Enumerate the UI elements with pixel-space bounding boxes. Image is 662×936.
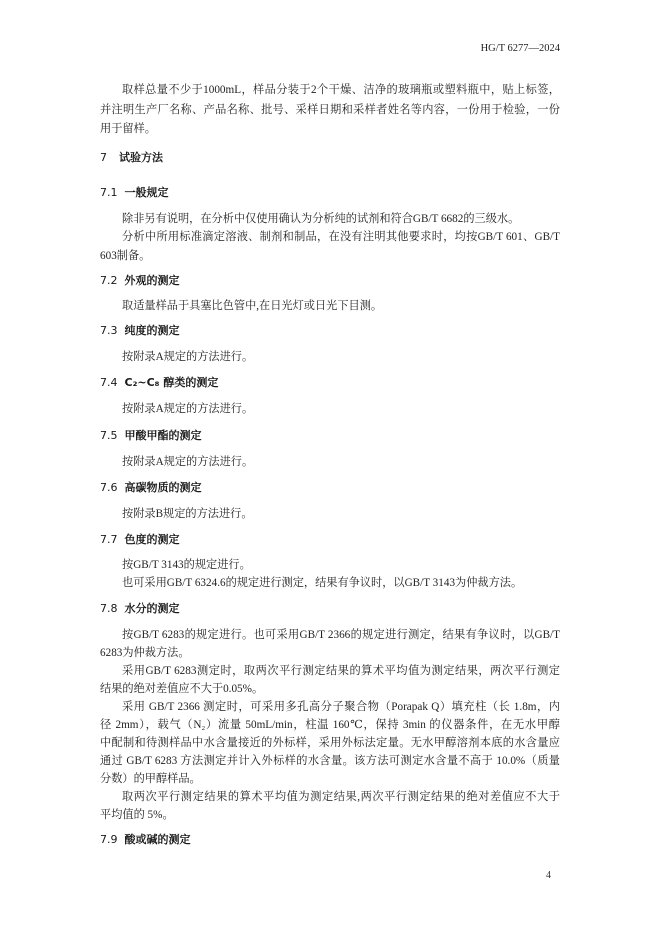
- section-heading-7-9: [100, 831, 191, 849]
- section-title: 高碳物质的测定: [124, 481, 202, 494]
- section-title: 水分的测定: [124, 602, 180, 615]
- section-number: 7.6: [100, 481, 118, 494]
- body-line: 取适量样品于具塞比色管中,在日光灯或日光下目测。: [122, 300, 383, 312]
- section-title: 酸或碱的测定: [124, 833, 191, 846]
- section-heading-7-2: [100, 272, 180, 290]
- section-title: 试验方法: [119, 151, 163, 164]
- section-number: 7.9: [100, 833, 118, 846]
- section-heading-7-3: [100, 322, 180, 340]
- section-heading-7-6: [100, 479, 202, 497]
- body-line: 603制备。: [100, 250, 151, 262]
- section-heading-7-7: [100, 531, 180, 549]
- section-title: 色度的测定: [124, 533, 180, 546]
- intro-line: 并注明生产厂名称、产品名称、批号、采样日期和采样者姓名等内容，一份用于检验，一份: [100, 104, 560, 116]
- body-line: 6283为仲裁方法。: [100, 647, 190, 659]
- section-title: 外观的测定: [124, 274, 180, 287]
- section-heading-7: [100, 149, 163, 167]
- section-heading-7-5: [100, 427, 202, 445]
- body-line: 中配制和待测样品中水含量接近的外标样，采用外标法定量。无水甲醇溶剂本底的水含量应: [100, 737, 560, 749]
- section-number: 7.3: [100, 324, 118, 337]
- section-number: 7.2: [100, 274, 118, 287]
- body-line: 分数）的甲醇样品。: [100, 773, 201, 785]
- section-heading-7-4: [100, 374, 218, 392]
- body-line: 采用 GB/T 2366 测定时，可采用多孔高分子聚合物（Porapak Q）填充柱（长 1.8m，内: [122, 701, 560, 713]
- body-line: 除非另有说明，在分析中仅使用确认为分析纯的试剂和符合GB/T 6682的三级水。: [122, 213, 520, 225]
- section-number: 7.4: [100, 376, 118, 389]
- body-line: 按GB/T 3143的规定进行。: [122, 559, 251, 571]
- section-title: 一般规定: [124, 186, 169, 199]
- body-line: 也可采用GB/T 6324.6的规定进行测定，结果有争议时，以GB/T 3143为仲裁方法。: [122, 577, 523, 589]
- body-line: 分析中所用标准滴定溶液、制剂和制品，在没有注明其他要求时，均按GB/T 601、GB/T: [122, 231, 560, 243]
- intro-line: 取样总量不少于1000mL，样品分装于2个干燥、洁净的玻璃瓶或塑料瓶中，贴上标签，: [122, 84, 560, 96]
- body-line: 按附录A规定的方法进行。: [122, 456, 254, 468]
- body-line: 按GB/T 6283的规定进行。也可采用GB/T 2366的规定进行测定，结果有争议时，以GB/T: [122, 629, 560, 641]
- body-line: 结果的绝对差值应不大于0.05%。: [100, 683, 264, 695]
- section-title: 甲酸甲酯的测定: [124, 429, 202, 442]
- section-number: 7.7: [100, 533, 118, 546]
- body-line: 按附录B规定的方法进行。: [122, 508, 253, 520]
- section-heading-7-1: [100, 184, 169, 202]
- section-number: 7.5: [100, 429, 118, 442]
- section-number: 7.1: [100, 186, 118, 199]
- body-line: 采用GB/T 6283测定时，取两次平行测定结果的算术平均值为测定结果，两次平行测定: [122, 665, 560, 677]
- standard-code-header: HG/T 6277—2024: [480, 43, 560, 54]
- body-line: 按附录A规定的方法进行。: [122, 351, 254, 363]
- section-number: 7.8: [100, 602, 118, 615]
- section-number: 7: [100, 151, 107, 164]
- section-title: 纯度的测定: [124, 324, 180, 337]
- body-line: 按附录A规定的方法进行。: [122, 403, 254, 415]
- body-line: 通过 GB/T 6283 方法测定并计入外标样的水含量。该方法可测定水含量不高于 10.0%（质量: [100, 755, 560, 767]
- intro-line: 用于留样。: [100, 123, 156, 135]
- body-line: 平均值的 5%。: [100, 809, 174, 821]
- body-line: 取两次平行测定结果的算术平均值为测定结果,两次平行测定结果的绝对差值应不大于: [122, 791, 560, 803]
- section-title: C₂~C₈ 醇类的测定: [124, 376, 219, 389]
- page-number: 4: [546, 870, 551, 881]
- body-line: 径 2mm），载气（N₂）流量 50mL/min，柱温 160℃，保持 3min 的仪器条件，在无水甲醇: [100, 719, 560, 731]
- section-heading-7-8: [100, 600, 180, 618]
